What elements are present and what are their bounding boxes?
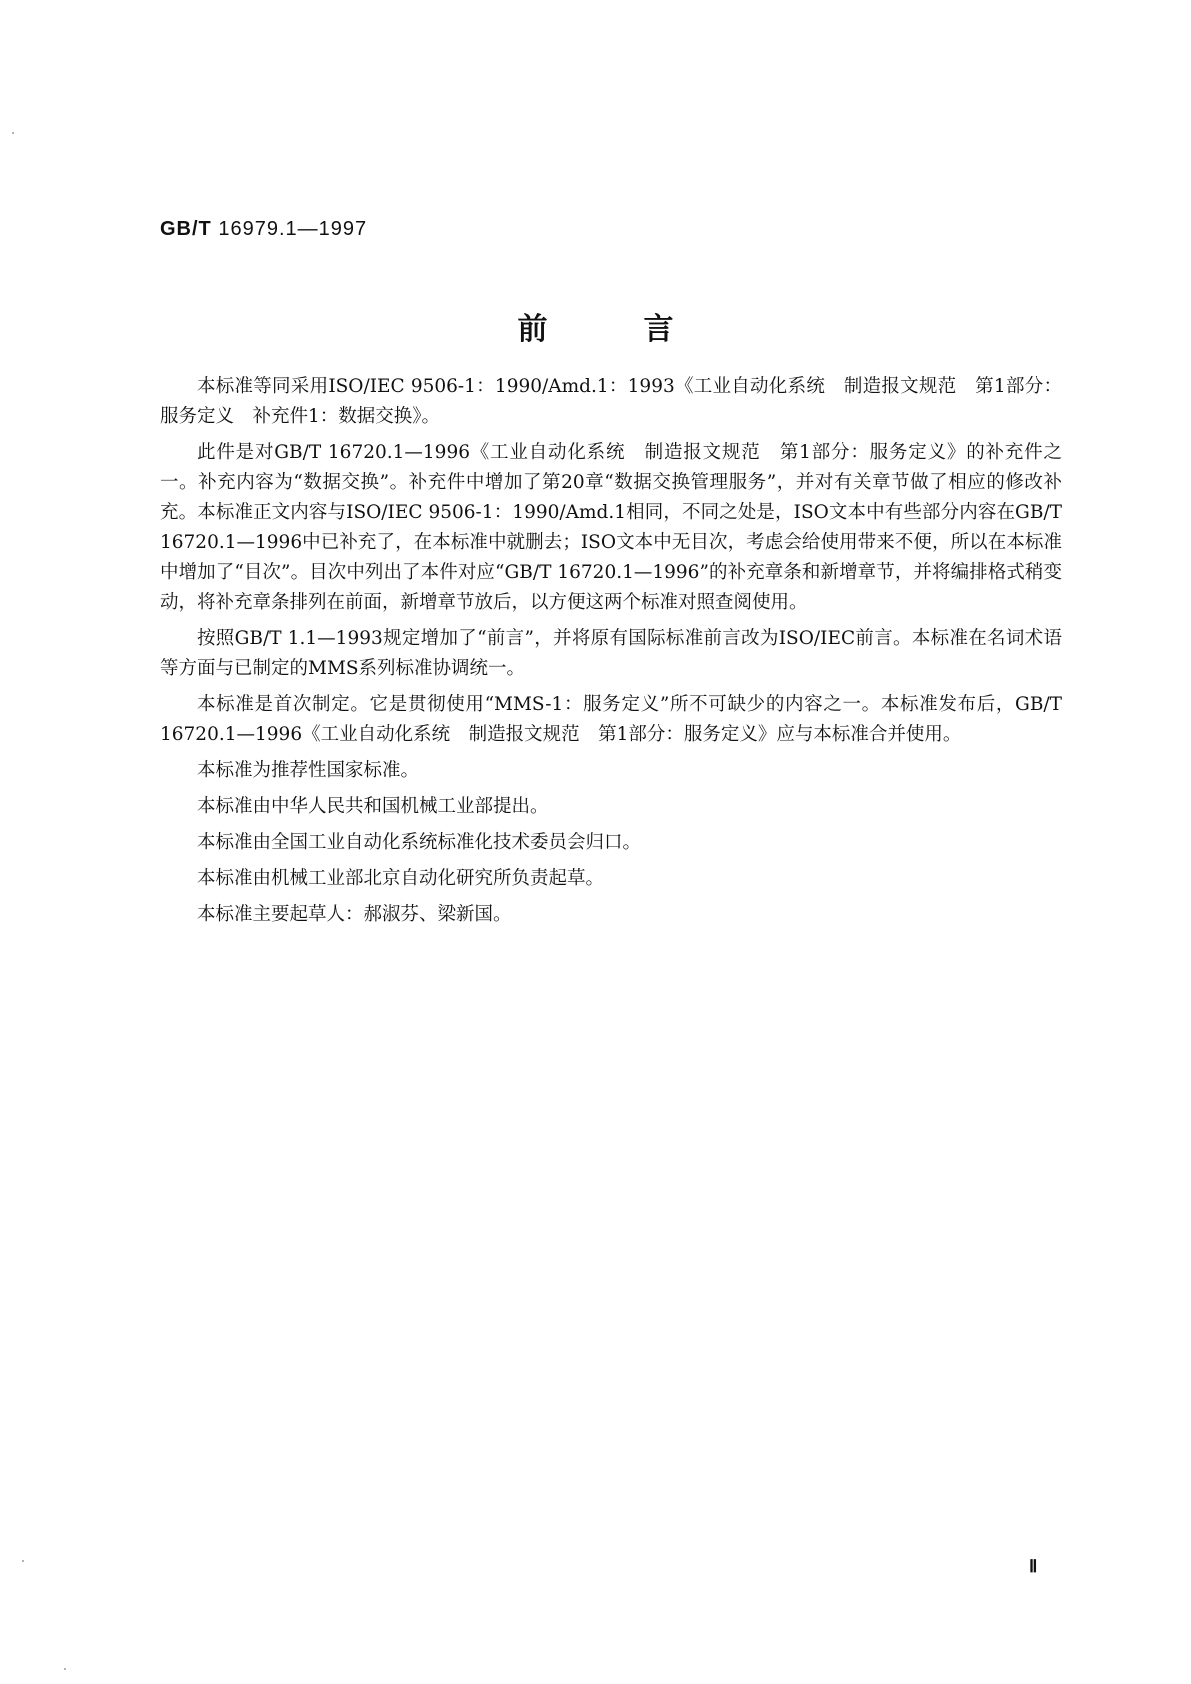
page-title <box>0 304 1191 348</box>
paragraph-recommended: 本标准为推荐性国家标准。 <box>197 760 420 781</box>
standard-code-prefix: GB/T <box>160 218 212 240</box>
page-number: Ⅱ <box>1029 1557 1038 1576</box>
standard-code-number: 16979.1—1997 <box>218 218 368 240</box>
paragraph-drafted-by: 本标准由机械工业部北京自动化研究所负责起草。 <box>197 868 605 889</box>
scan-speck <box>12 132 14 134</box>
paragraph-supplement: 此件是对GB/T 16720.1—1996《工业自动化系统 制造报文规范 第1部分：服务定义》的补充件之一。补充内容为“数据交换”。补充件中增加了第20章“数据交换管理服务”，并对有关章节做了相应的修改补充。本标准正文内容与ISO/IEC 9506-1：1990/Amd.1相同，不同之处是，ISO文本中有些部分内容在GB/T 16720.1—1996中已补充了，在本标准中就删去；ISO文本中无目次，考虑会给使用带来不便，所以在本标准中增加了“目次”。目次中列出了本件对应“GB/T 16720.1—1996”的补充章条和新增章节，并将编排格式稍变动，将补充章条排列在前面，新增章节放后，以方便这两个标准对照查阅使用。 <box>160 442 1062 613</box>
page-title-char-1: 前 <box>517 312 548 347</box>
paragraph-first-edition: 本标准是首次制定。它是贯彻使用“MMS-1：服务定义”所不可缺少的内容之一。本标准发布后，GB/T 16720.1—1996《工业自动化系统 制造报文规范 第1部分：服务定义》应与本标准合并使用。 <box>160 694 1062 745</box>
scan-speck <box>22 1560 24 1562</box>
standard-code <box>160 218 367 241</box>
scan-speck <box>64 1668 66 1670</box>
paragraph-foreword-note: 按照GB/T 1.1—1993规定增加了“前言”，并将原有国际标准前言改为ISO/IEC前言。本标准在名词术语等方面与已制定的MMS系列标准协调统一。 <box>160 628 1062 679</box>
paragraph-proposed-by: 本标准由中华人民共和国机械工业部提出。 <box>197 796 549 817</box>
foreword-body <box>160 372 1062 930</box>
paragraph-adoption: 本标准等同采用ISO/IEC 9506-1：1990/Amd.1：1993《工业自动化系统 制造报文规范 第1部分：服务定义 补充件1：数据交换》。 <box>160 376 1062 427</box>
paragraph-centralized-by: 本标准由全国工业自动化系统标准化技术委员会归口。 <box>197 832 642 853</box>
page-title-char-2: 言 <box>643 312 674 347</box>
paragraph-drafters: 本标准主要起草人：郝淑芬、梁新国。 <box>197 904 512 925</box>
